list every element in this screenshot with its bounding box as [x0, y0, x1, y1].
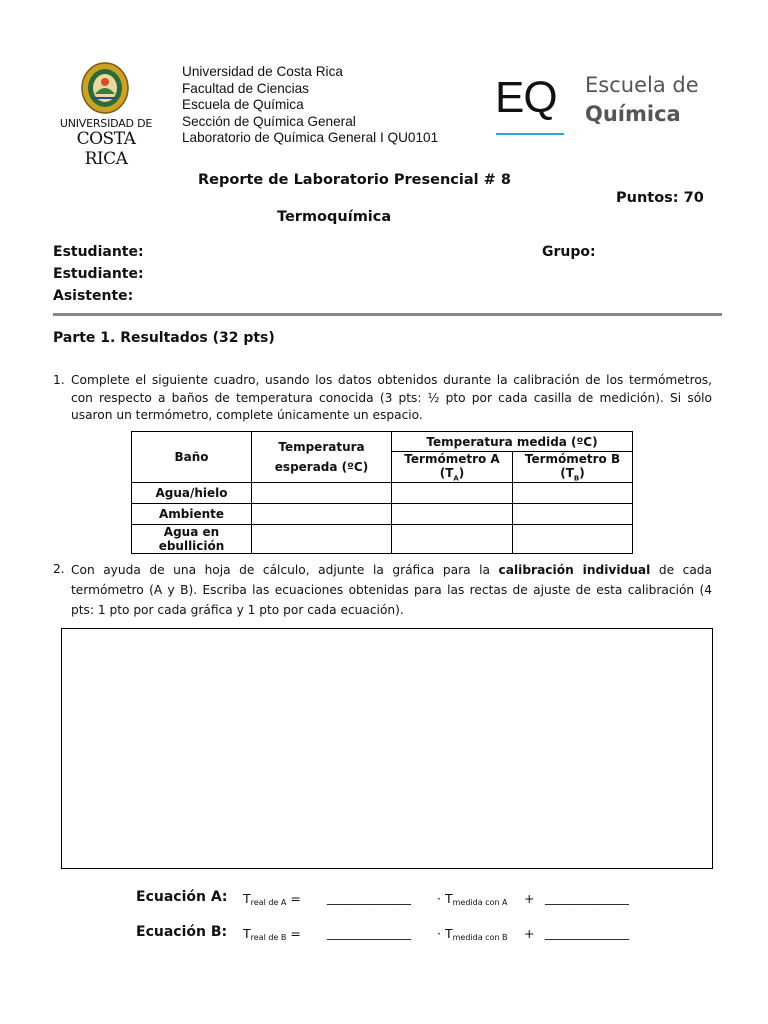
section-divider	[53, 313, 722, 316]
equation-b-dot: ·	[437, 926, 441, 941]
calibration-table	[131, 431, 633, 554]
table-header-expected	[252, 432, 392, 483]
equation-b-tmed-t: T	[444, 926, 453, 941]
eq-logo-name-line2: Química	[585, 102, 681, 126]
eq-logo-name-line1: Escuela de	[585, 73, 699, 97]
ucr-logo	[58, 62, 154, 169]
report-subject: Termoquímica	[277, 209, 392, 225]
table-cell-input[interactable]	[252, 504, 392, 525]
eq-logo-mark: EQ	[495, 73, 557, 122]
equation-b-label: Ecuación B:	[136, 924, 228, 940]
institution-header	[182, 64, 438, 147]
table-row-label: Agua/hielo	[132, 483, 252, 504]
graph-attachment-box[interactable]	[61, 628, 713, 869]
ucr-logo-line2: COSTA RICA	[76, 129, 136, 169]
table-cell-input[interactable]	[252, 525, 392, 554]
equation-a-treal-t: T	[243, 891, 251, 906]
equation-b-treal-t: T	[243, 926, 251, 941]
equation-a-tmed	[437, 891, 508, 907]
question-2-text-a: Con ayuda de una hoja de cálculo, adjunte la gráfica para la	[71, 563, 499, 577]
thermo-b-sub: B	[573, 474, 580, 483]
student-field-1: Estudiante:	[53, 244, 144, 260]
equation-a-dot: ·	[437, 891, 441, 906]
equation-b-plus: +	[524, 926, 535, 941]
equation-a-treal	[243, 891, 301, 907]
table-row-label: Ambiente	[132, 504, 252, 525]
table-cell-input[interactable]	[513, 504, 633, 525]
equation-b-tmed	[437, 926, 508, 942]
question-1-number: 1.	[53, 373, 65, 387]
thermo-a-label: Termómetro A (T	[404, 452, 500, 480]
table-cell-input[interactable]	[392, 504, 513, 525]
question-2-text	[71, 560, 712, 620]
equation-a-label: Ecuación A:	[136, 889, 228, 905]
thermo-b-label: Termómetro B (T	[524, 452, 621, 480]
table-header-thermo-a: Termómetro A $(T_A)$	[392, 452, 513, 483]
question-2-text-bold: calibración individual	[498, 563, 651, 577]
equation-a-tmed-t: T	[444, 891, 453, 906]
table-header-measured: Temperatura medida (ºC)	[392, 432, 633, 452]
equation-a-slope-blank[interactable]: ______________	[327, 891, 411, 905]
table-cell-input[interactable]	[392, 525, 513, 554]
equation-a-intercept-blank[interactable]: ______________	[545, 891, 629, 905]
header-line: Sección de Química General	[182, 113, 356, 129]
table-cell-input[interactable]	[252, 483, 392, 504]
question-2-number: 2.	[53, 562, 65, 576]
table-cell-input[interactable]	[513, 483, 633, 504]
table-header-bath: Baño	[132, 432, 252, 483]
report-title: Reporte de Laboratorio Presencial # 8	[198, 172, 511, 188]
points-label: Puntos: 70	[616, 190, 704, 206]
header-line: Laboratorio de Química General I QU0101	[182, 130, 439, 146]
equation-b-equals: =	[290, 926, 301, 941]
header-line: Universidad de Costa Rica	[182, 64, 343, 79]
eq-logo-underline	[496, 133, 564, 135]
student-field-2: Estudiante:	[53, 266, 144, 282]
thermo-a-sub: A	[453, 474, 459, 483]
group-field: Grupo:	[542, 244, 596, 260]
equation-b-treal	[243, 926, 301, 942]
table-cell-input[interactable]	[513, 525, 633, 554]
equation-a-plus: +	[524, 891, 535, 906]
table-header-expected-line2: esperada (ºC)	[274, 460, 369, 475]
assistant-field: Asistente:	[53, 288, 134, 304]
ucr-emblem-icon	[80, 62, 130, 114]
header-line: Facultad de Ciencias	[182, 80, 309, 96]
ucr-logo-line1: UNIVERSIDAD DE	[59, 117, 153, 130]
table-row-label: Agua en ebullición	[132, 525, 252, 554]
equation-a-treal-sub: real de A	[250, 898, 287, 907]
question-2-text-b: de cada termómetro (A y B). Escriba las ecuaciones obtenidas para las rectas de ajuste de esta calibración (4 pts: 1 pto por cada gráfica y 1 pto por cada ecuación).	[71, 563, 712, 617]
equation-b-treal-sub: real de B	[250, 933, 287, 942]
equation-b-slope-blank[interactable]: ______________	[327, 926, 411, 940]
equation-b-intercept-blank[interactable]: ______________	[545, 926, 629, 940]
part1-title: Parte 1. Resultados (32 pts)	[53, 330, 275, 346]
table-header-thermo-b: Termómetro B $(T_B)$	[513, 452, 633, 483]
header-line: Escuela de Química	[182, 97, 304, 113]
equation-b-tmed-sub: medida con B	[452, 933, 508, 942]
table-cell-input[interactable]	[392, 483, 513, 504]
question-1-text: Complete el siguiente cuadro, usando los datos obtenidos durante la calibración de los termómetros, con respecto a baños de temperatura conocida (3 pts: ½ pto por cada casilla de medición). Si sólo usaron un termómetro, complete únicamente un espacio.	[71, 373, 712, 422]
equation-a-tmed-sub: medida con A	[452, 898, 508, 907]
table-header-expected-line1: Temperatura	[278, 440, 365, 455]
equation-a-equals: =	[290, 891, 301, 906]
